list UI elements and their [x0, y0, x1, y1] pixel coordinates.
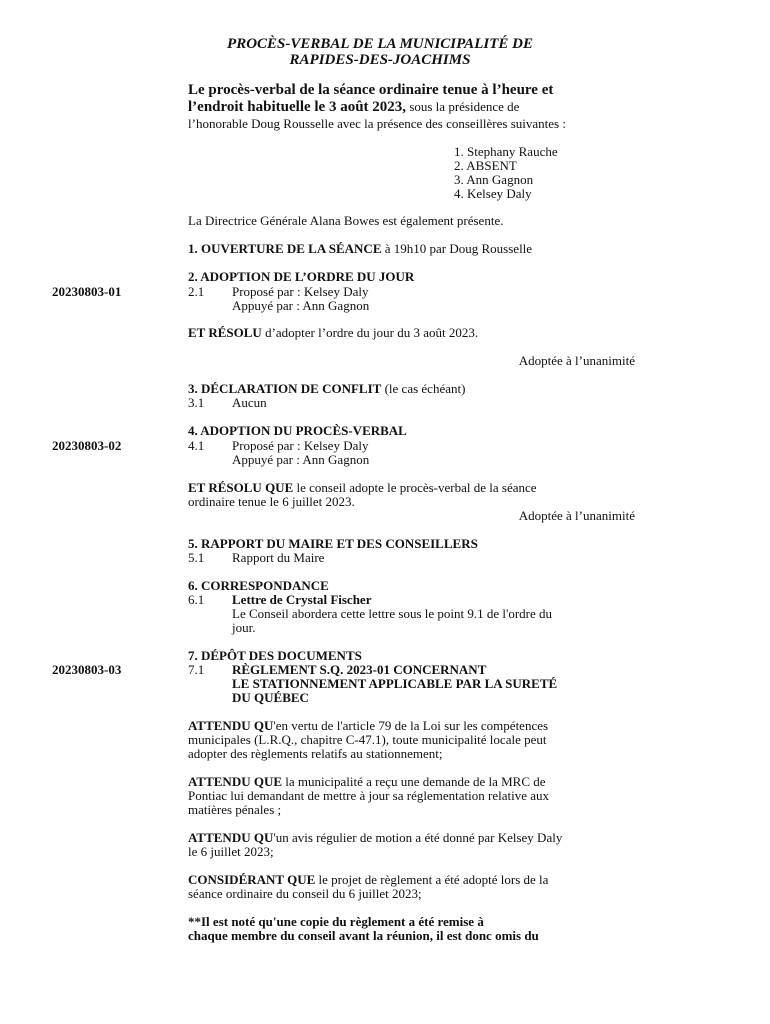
section-3-heading: 3. DÉCLARATION DE CONFLIT	[188, 381, 382, 396]
item-4-1-proposed: Proposé par : Kelsey Daly	[232, 438, 369, 453]
section-6-heading: 6. CORRESPONDANCE	[188, 578, 329, 593]
section-4-heading: 4. ADOPTION DU PROCÈS-VERBAL	[188, 423, 407, 438]
note-line-1: **Il est noté qu'une copie du règlement a été remise à	[188, 914, 484, 929]
section-1	[188, 242, 532, 256]
item-7-1-line-1: RÈGLEMENT S.Q. 2023-01 CONCERNANT	[232, 662, 487, 677]
councillor-list	[454, 145, 558, 201]
councillor-1: 1. Stephany Rauche	[454, 144, 558, 159]
section-2-resolution	[188, 326, 478, 340]
whereas-2-text-1: la municipalité a reçu une demande de la MRC de	[282, 774, 546, 789]
item-7-1-line-3: DU QUÉBEC	[232, 690, 309, 705]
item-7-1-number: 7.1	[188, 662, 205, 677]
item-6-1-number: 6.1	[188, 592, 205, 607]
section-2-resolved-text: d’adopter l’ordre du jour du 3 août 2023.	[261, 325, 479, 340]
item-6-1-line-2: jour.	[232, 620, 256, 635]
intro-date: l’endroit habituelle le 3 août 2023,	[188, 99, 407, 115]
whereas-2-line-2: Pontiac lui demandant de mettre à jour sa réglementation relative aux	[188, 788, 549, 803]
title-line-1: PROCÈS-VERBAL DE LA MUNICIPALITÉ DE	[227, 36, 533, 52]
whereas-2-label: ATTENDU QUE	[188, 774, 283, 789]
whereas-2	[188, 775, 549, 817]
section-4-adopted: Adoptée à l’unanimité	[518, 508, 635, 523]
document-title	[150, 36, 610, 68]
whereas-2-line-1	[188, 775, 549, 789]
intro-line-3: l’honorable Doug Rousselle avec la présence des conseillères suivantes :	[188, 116, 566, 131]
item-7-1-line-2: LE STATIONNEMENT APPLICABLE PAR LA SURETÉ	[232, 676, 558, 691]
section-5-heading: 5. RAPPORT DU MAIRE ET DES CONSEILLERS	[188, 536, 478, 551]
director-line: La Directrice Générale Alana Bowes est également présente.	[188, 213, 504, 228]
considering-line-1	[188, 873, 548, 887]
title-line-2: RAPIDES-DES-JOACHIMS	[289, 52, 471, 68]
whereas-1-text-1: 'en vertu de l'article 79 de la Loi sur les compétences	[273, 718, 549, 733]
section-4-resolved-label: ET RÉSOLU QUE	[188, 480, 294, 495]
whereas-2-line-3: matières pénales ;	[188, 802, 282, 817]
whereas-1-label: ATTENDU QU	[188, 718, 274, 733]
section-4-resolution	[188, 481, 537, 495]
item-4-1-number: 4.1	[188, 438, 205, 453]
item-4-1-seconded: Appuyé par : Ann Gagnon	[232, 452, 370, 467]
considering-text-1: le projet de règlement a été adopté lors de la	[315, 872, 549, 887]
section-3-heading-line	[188, 382, 465, 396]
considering-line-2: séance ordinaire du conseil du 6 juillet 2023;	[188, 886, 422, 901]
section-1-heading: 1. OUVERTURE DE LA SÉANCE	[188, 241, 382, 256]
section-4-resolution-line-2: ordinaire tenue le 6 juillet 2023.	[188, 494, 355, 509]
intro-line-1: Le procès-verbal de la séance ordinaire tenue à l’heure et	[188, 82, 554, 98]
whereas-1-line-2: municipales (L.R.Q., chapitre C-47.1), toute municipalité locale peut	[188, 732, 547, 747]
item-6-1-title: Lettre de Crystal Fischer	[232, 592, 372, 607]
item-2-1-proposed: Proposé par : Kelsey Daly	[232, 284, 369, 299]
considering	[188, 873, 548, 901]
section-2-heading: 2. ADOPTION DE L’ORDRE DU JOUR	[188, 269, 415, 284]
section-2-resolved-label: ET RÉSOLU	[188, 325, 262, 340]
resolution-number-3: 20230803-03	[52, 662, 122, 677]
note-line-2: chaque membre du conseil avant la réunion, il est donc omis du	[188, 928, 539, 943]
resolution-number-1: 20230803-01	[52, 284, 122, 299]
section-3-heading-note: (le cas échéant)	[381, 381, 466, 396]
intro-line-2	[188, 100, 519, 114]
item-3-1-text: Aucun	[232, 395, 267, 410]
whereas-3-text-1: 'un avis régulier de motion a été donné par Kelsey Daly	[273, 830, 563, 845]
whereas-3-line-1	[188, 831, 562, 845]
section-4-resolved-text: le conseil adopte le procès-verbal de la séance	[293, 480, 537, 495]
section-7-heading: 7. DÉPÔT DES DOCUMENTS	[188, 648, 362, 663]
item-2-1-number: 2.1	[188, 284, 205, 299]
item-3-1-number: 3.1	[188, 395, 205, 410]
whereas-3-line-2: le 6 juillet 2023;	[188, 844, 274, 859]
item-2-1-seconded: Appuyé par : Ann Gagnon	[232, 298, 370, 313]
item-5-1-text: Rapport du Maire	[232, 550, 325, 565]
whereas-1-line-1	[188, 719, 548, 733]
whereas-1-line-3: adopter des règlements relatifs au stationnement;	[188, 746, 443, 761]
item-6-1-line-1: Le Conseil abordera cette lettre sous le point 9.1 de l'ordre du	[232, 606, 553, 621]
item-5-1-number: 5.1	[188, 550, 205, 565]
considering-label: CONSIDÉRANT QUE	[188, 872, 316, 887]
resolution-number-2: 20230803-02	[52, 438, 122, 453]
section-1-rest: à 19h10 par Doug Rousselle	[381, 241, 533, 256]
councillor-2: 2. ABSENT	[454, 158, 517, 173]
whereas-3-label: ATTENDU QU	[188, 830, 274, 845]
whereas-1	[188, 719, 548, 761]
whereas-3	[188, 831, 562, 859]
councillor-4: 4. Kelsey Daly	[454, 186, 532, 201]
councillor-3: 3. Ann Gagnon	[454, 172, 534, 187]
section-2-adopted: Adoptée à l’unanimité	[518, 353, 635, 368]
intro-presidency: sous la présidence de	[406, 99, 520, 114]
